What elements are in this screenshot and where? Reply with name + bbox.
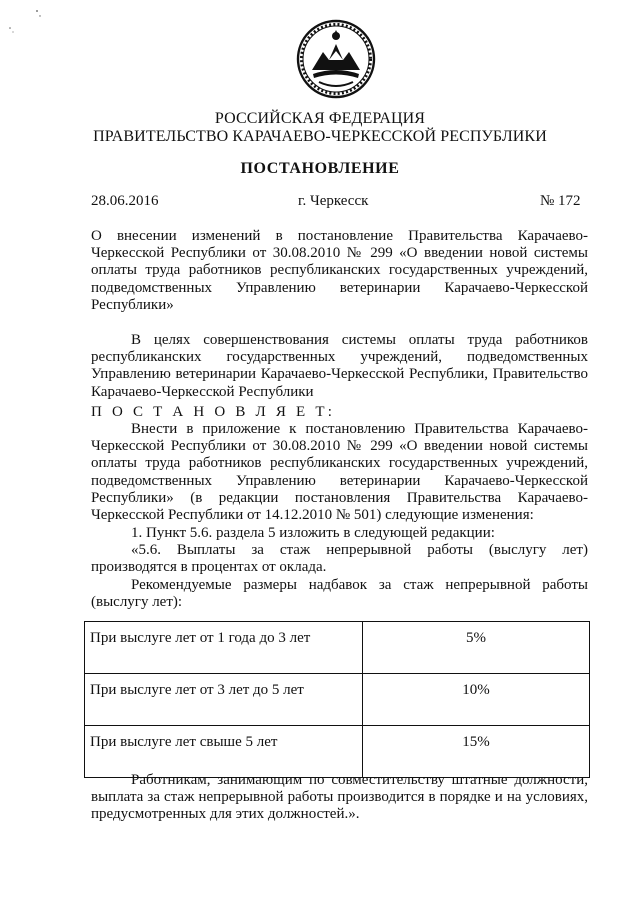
rates-table — [84, 621, 590, 778]
resolve-heading: П О С Т А Н О В Л Я Е Т: — [91, 404, 336, 420]
row-label: При выслуге лет от 1 года до 3 лет — [85, 622, 363, 674]
clause-paragraph: «5.6. Выплаты за стаж непрерывной работы (выслугу лет) производятся в процентах от оклада. — [91, 542, 588, 576]
table-row — [85, 674, 590, 726]
document-city: г. Черкесск — [298, 193, 369, 209]
subject-paragraph: О внесении изменений в постановление Правительства Карачаево-Черкесской Республики от 30.08.2010 № 299 «О введении новой системы оплаты труда работников республиканских государственных учреждений, подведомственных Управлению ветеринарии Карачаево-Черкесской Республики» — [91, 228, 588, 313]
intro-paragraph: Внести в приложение к постановлению Правительства Карачаево-Черкесской Республики от 30.08.2010 № 299 «О введении новой системы оплаты труда работников республиканских государственных учреждений, подведомственных Управлению ветеринарии Карачаево-Черкесской Республики» (в редакции постановления Правительства Карачаево-Черкесской Республики от 14.12.2010 № 501) следующие изменения: — [91, 421, 588, 524]
row-value: 5% — [363, 622, 590, 674]
header-country: РОССИЙСКАЯ ФЕДЕРАЦИЯ — [214, 110, 426, 127]
closing-paragraph: Работникам, занимающим по совместительству штатные должности, выплата за стаж непрерывной работы производится в порядке и на условиях, предусмотренных для этих должностей.». — [91, 772, 588, 823]
table-row — [85, 726, 590, 778]
row-label: При выслуге лет свыше 5 лет — [85, 726, 363, 778]
item-1: 1. Пункт 5.6. раздела 5 изложить в следующей редакции: — [131, 525, 495, 541]
recommend-paragraph: Рекомендуемые размеры надбавок за стаж непрерывной работы (выслугу лет): — [91, 577, 588, 611]
row-value: 15% — [363, 726, 590, 778]
preamble-paragraph: В целях совершенствования системы оплаты труда работников республиканских государственных учреждений, подведомственных Управлению ветеринарии Карачаево-Черкесской Республики, Правительство Карачаево-Черкесской Республики — [91, 332, 588, 400]
header-government: ПРАВИТЕЛЬСТВО КАРАЧАЕВО-ЧЕРКЕССКОЙ РЕСПУБЛИКИ — [93, 128, 547, 145]
scan-specks — [4, 6, 44, 36]
table-row — [85, 622, 590, 674]
coat-of-arms-emblem — [295, 18, 377, 100]
row-value: 10% — [363, 674, 590, 726]
document-date: 28.06.2016 — [91, 193, 159, 209]
row-label: При выслуге лет от 3 лет до 5 лет — [85, 674, 363, 726]
document-number: № 172 — [540, 193, 581, 209]
document-title: ПОСТАНОВЛЕНИЕ — [240, 160, 400, 177]
